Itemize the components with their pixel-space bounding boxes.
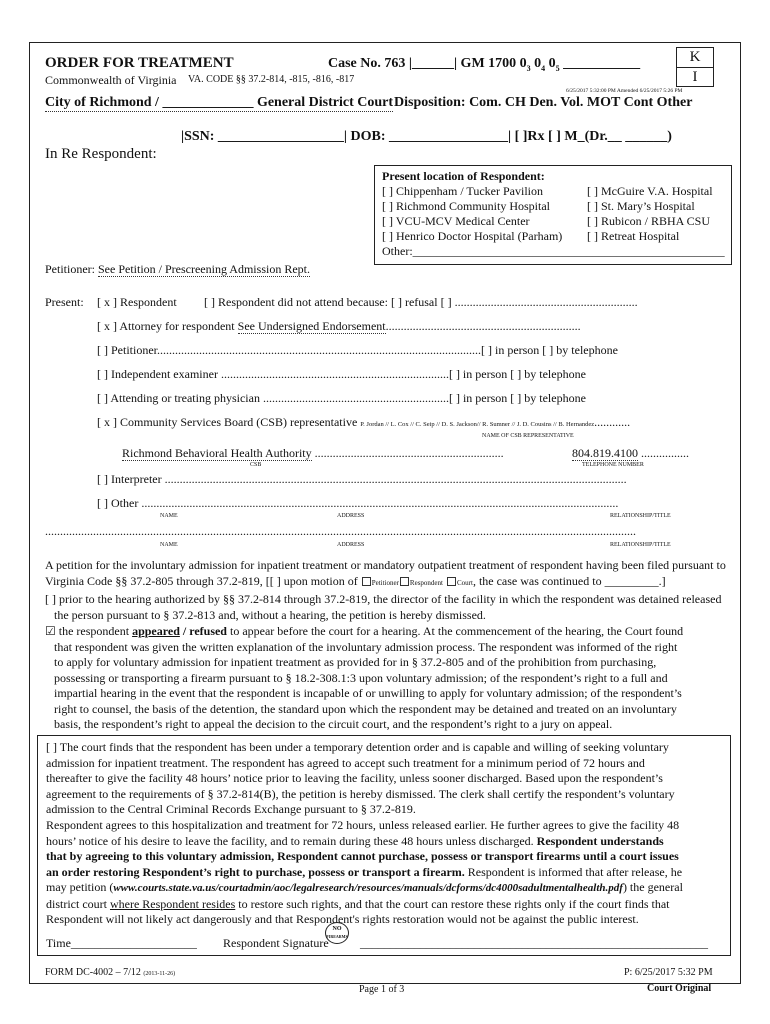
voluntary-admission-box [37, 735, 731, 956]
location-option[interactable]: [ ] VCU-MCV Medical Center [382, 214, 530, 228]
disposition: Disposition: Com. CH Den. Vol. MOT Cont Other [394, 95, 693, 110]
address-caption-2: ADDRESS [337, 542, 365, 548]
petitioner-line: Petitioner: See Petition / Prescreening Admission Rept. [45, 262, 310, 276]
treating-physician[interactable]: [ ] Attending or treating physician ..............................................................[ ] in person [ ] by telephone [97, 391, 586, 405]
location-right-list [587, 184, 713, 244]
csb-representative[interactable]: [ x ] Community Services Board (CSB) representative P. Jordan // L. Cox // C. Seip // D. S. Jackson// R. Sumner // J. D. Cousins // B. Hernandez............ [97, 415, 631, 429]
name-caption: NAME [160, 513, 178, 519]
csb-caption: CSB [250, 462, 262, 468]
respondent-checkbox[interactable]: [ x ] Respondent [97, 295, 177, 309]
appeared-checkbox[interactable]: ☑ [45, 624, 56, 638]
telephone-caption: TELEPHONE NUMBER [582, 462, 644, 468]
petitioner-present[interactable]: [ ] Petitioner............................................................................................................[ ] in person [ ] by telephone [97, 343, 618, 357]
court-name: City of Richmond / _____________ General District Court [45, 95, 394, 110]
location-option[interactable]: [ ] Chippenham / Tucker Pavilion [382, 184, 543, 198]
court-original: Court Original [647, 983, 712, 994]
independent-examiner[interactable]: [ ] Independent examiner ............................................................................[ ] in person [ ] by telephone [97, 367, 586, 381]
additional-person-line[interactable]: ..................................................................................................................................................................................................... [45, 524, 636, 538]
case-number: Case No. 763 |______| GM 1700 $0_3$ $0_4$ $0_5$ ___________ [328, 56, 641, 73]
present-label: Present: [45, 295, 84, 309]
location-box [374, 165, 732, 265]
form-title: ORDER FOR TREATMENT [45, 55, 234, 71]
location-option[interactable]: [ ] Richmond Community Hospital [382, 199, 550, 213]
location-option[interactable]: [ ] Rubicon / RBHA CSU [587, 214, 711, 228]
respondent-agreement: Respondent agrees to this hospitalization and treatment for 72 hours, unless released earlier. He further agrees to give the facility 48 hours’ notice of his desire to leave the facility, and to remain during these 48 hours unless discharged. Respondent understands that by agreeing to this voluntary admission, Respondent cannot purchase, possess or transport firearms until a court issues an order restoring Respondent’s right to purchase, possess or transport a firearm. Respondent is informed that after release, he may petition (www.courts.state.va.us/courtadmin/aoc/legalresearch/resources/manuals/dcforms/dc4000sadultmentalhealth.pdf) the general district court where Respondent resides to restore such rights, and that the court can restore these rights only if the court finds that Respondent will not likely act dangerously and that Respondent's rights restoration would not be against the public interest. [46, 818, 683, 926]
restoration-url[interactable]: www.courts.state.va.us/courtadmin/aoc/legalresearch/resources/manuals/dcforms/dc4000sadultmentalhealth.pdf [113, 882, 623, 894]
respondent-checkbox-small[interactable] [400, 577, 409, 586]
location-other[interactable]: Other:____________________________________________________ [382, 244, 725, 258]
form-number: FORM DC-4002 – 7/12 (2013-11-26) [45, 967, 176, 978]
relationship-caption-2: RELATIONSHIP/TITLE [610, 542, 671, 548]
voluntary-findings: [ ] The court finds that the respondent has been under a temporary detention order and is capable and willing of seeking voluntary admission for inpatient treatment. The respondent has agreed to accept such treatment for a minimum period of 72 hours and thereafter to give the facility 48 hours’ notice prior to leaving the facility, unless sooner discharged. Based upon the respondent’s agreement to the requirements of § 37.2-814(B), the petition is hereby dismissed. The clerk shall certify the respondent’s voluntary admission to the Central Criminal Records Exchange pursuant to § 37.2-819. [46, 740, 675, 816]
other-line[interactable]: [ ] Other ............................................................................................................................................................... [97, 496, 619, 510]
csb-telephone[interactable]: 804.819.4100 ................ [572, 446, 689, 460]
amended-timestamp: 6/25/2017 5:32:00 PM Amended 6/25/2017 5:26 PM [566, 88, 683, 94]
csb-name-caption: NAME OF CSB REPRESENTATIVE [482, 433, 574, 439]
in-re-respondent: In Re Respondent: [45, 146, 157, 162]
location-option[interactable]: [ ] Henrico Doctor Hospital (Parham) [382, 229, 563, 243]
location-title: Present location of Respondent: [382, 169, 545, 183]
no-firearms-icon: NO FIREARMS [325, 922, 349, 944]
location-left-list [382, 184, 562, 244]
relationship-caption: RELATIONSHIP/TITLE [610, 513, 671, 519]
time-field[interactable]: Time_____________________ [46, 936, 197, 950]
prior-release-checkbox[interactable]: [ ] prior to the hearing authorized by §§ 37.2-814 through 37.2-819, the director of the facility in which the respondent was detained released [45, 592, 722, 606]
page-number: Page 1 of 3 [359, 984, 405, 995]
name-caption-2: NAME [160, 542, 178, 548]
voluntary-checkbox[interactable]: [ ] The court finds that the respondent has been under a temporary detention order and is capable and willing of seeking voluntary [46, 740, 669, 754]
interpreter-line[interactable]: [ ] Interpreter .......................................................................................................................................................... [97, 472, 627, 486]
attorney-line[interactable]: [ x ] Attorney for respondent See Undersigned Endorsement................................................................. [97, 319, 581, 333]
commonwealth-label: Commonwealth of Virginia [45, 73, 177, 87]
petitioner-checkbox[interactable] [362, 577, 371, 586]
signature-field[interactable]: __________________________________________________________ [360, 936, 708, 950]
hearing-paragraph: ☑ the respondent appeared / refused to appear before the court for a hearing. At the commencement of the hearing, the Court found that respondent was given the written explanation of the involuntary admission process. The respondent was informed of the right to apply for voluntary admission for inpatient treatment as provided for in § 37.2-805 and of the prohibition from purchasing, possessing or transporting a firearm pursuant to § 18.2-308.1:3 upon voluntary admission; of the respondent’s right to a full and impartial hearing in the event that the respondent is incapable of or unwilling to apply for voluntary admission; of the respondent’s right to counsel, the basis of the detention, the standard upon which the respondent may be detained and treated on an involuntary basis, the respondent’s right to appeal the decision to the circuit court, and the respondent’s right to a jury on appeal. [45, 624, 684, 731]
case-type-box: K I [676, 47, 714, 87]
petition-paragraph: A petition for the involuntary admission for inpatient treatment or mandatory outpatient treatment of respondent having been filed pursuant to Virginia Code §§ 37.2-805 through 37.2-819, [[ ] upon motion of Petitioner Respondent Court, the case was continued to _________.] [45, 558, 726, 588]
prior-release-paragraph: [ ] prior to the hearing authorized by §§ 37.2-814 through 37.2-819, the director of the facility in which the respondent was detained released the person pursuant to § 37.2-813 and, without a hearing, the petition is hereby dismissed. [45, 592, 722, 622]
va-code: VA. CODE §§ 37.2-814, -815, -816, -817 [188, 74, 355, 85]
csb-organization[interactable]: Richmond Behavioral Health Authority ............................................................... [122, 446, 504, 460]
address-caption: ADDRESS [337, 513, 365, 519]
printed-date: P: 6/25/2017 5:32 PM [624, 967, 713, 978]
signature-label: Respondent Signature [223, 936, 329, 950]
location-option[interactable]: [ ] Retreat Hospital [587, 229, 680, 243]
location-option[interactable]: [ ] St. Mary’s Hospital [587, 199, 695, 213]
ssn-dob-line: |SSN: __________________| DOB: _________________| [ ]Rx [ ] M_(Dr.__ ______) [181, 129, 672, 144]
did-not-attend-checkbox[interactable]: [ ] Respondent did not attend because: [ ] refusal [ ] ............................................................. [204, 295, 638, 309]
court-checkbox[interactable] [447, 577, 456, 586]
petitioner-value[interactable]: See Petition / Prescreening Admission Rept. [98, 262, 310, 276]
location-option[interactable]: [ ] McGuire V.A. Hospital [587, 184, 713, 198]
